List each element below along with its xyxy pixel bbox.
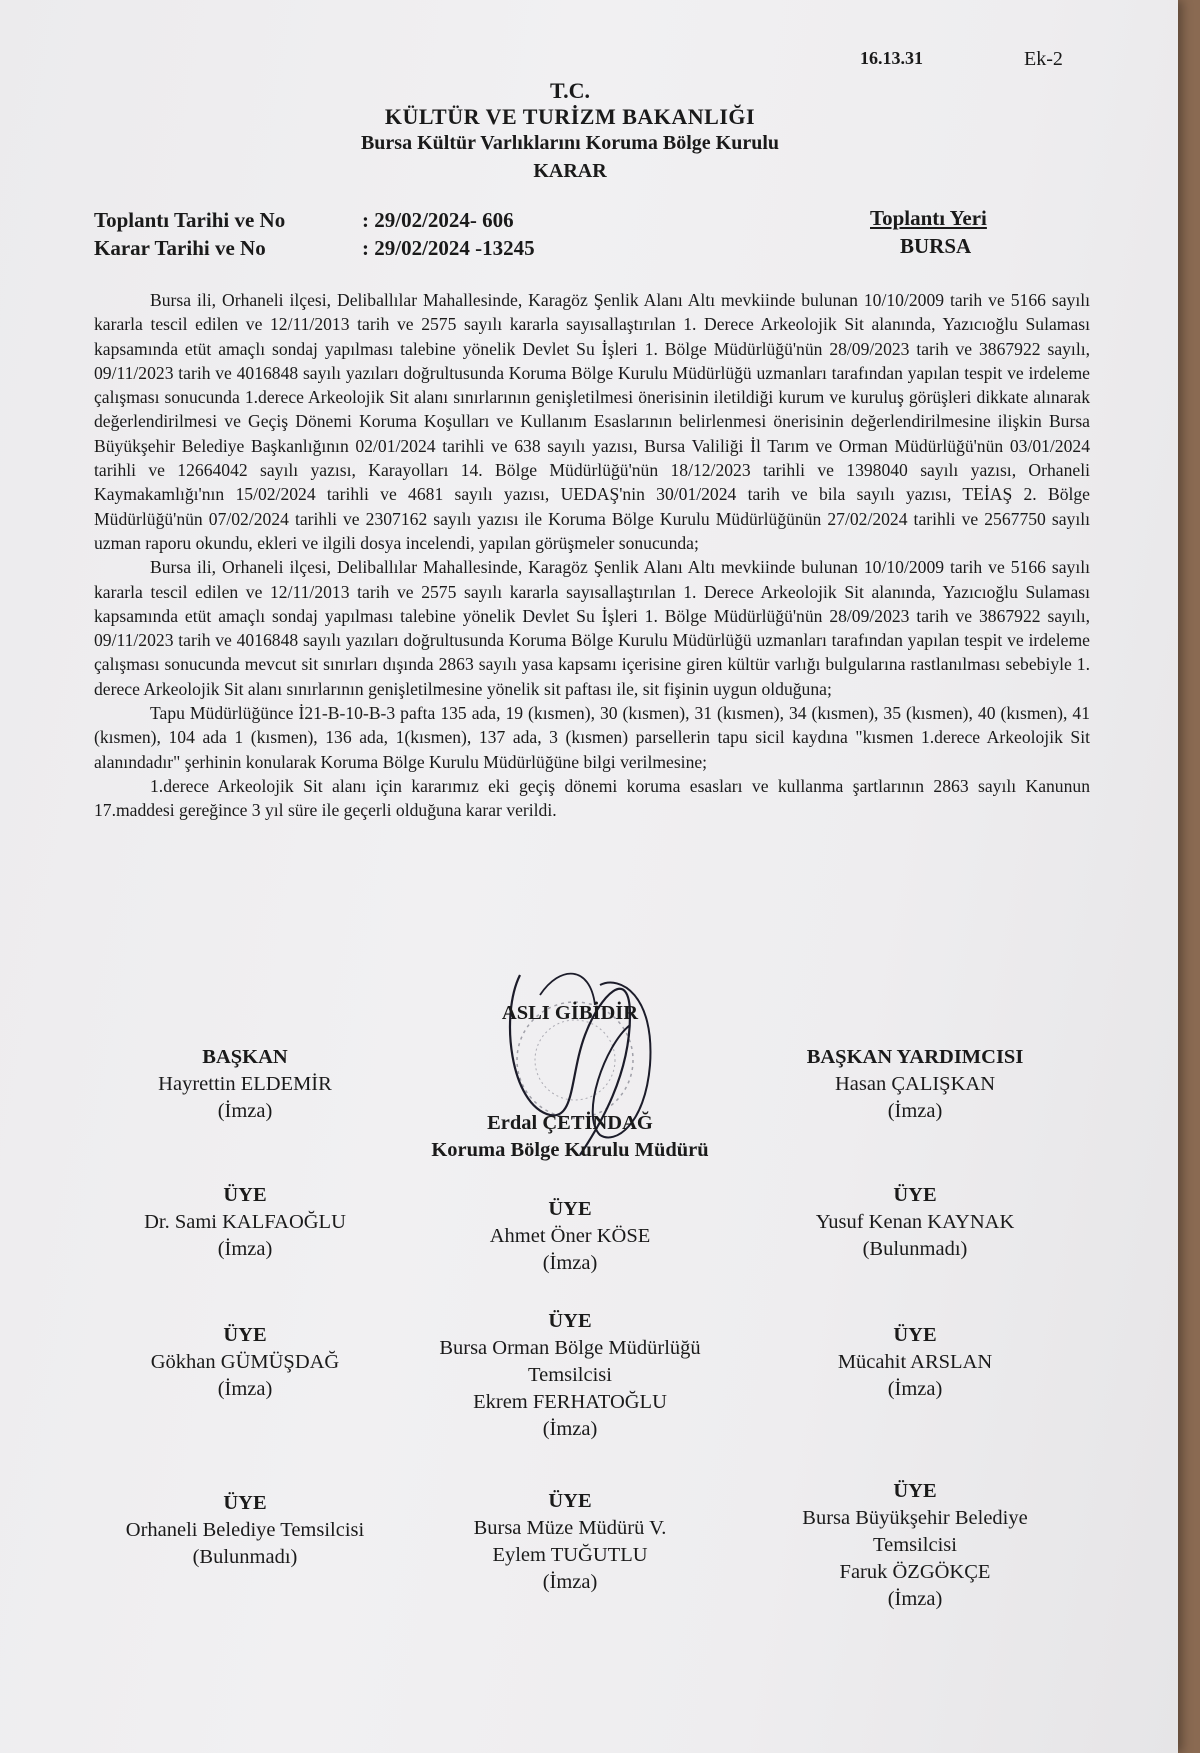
decision-body bbox=[94, 288, 1090, 823]
header-decision: KARAR bbox=[533, 160, 607, 182]
director-name: Erdal ÇETİNDAĞ bbox=[487, 1112, 653, 1134]
paragraph-4: 1.derece Arkeolojik Sit alanı için kararımız eki geçiş dönemi koruma esasları ve kullanma şartlarının 2863 sayılı Kanunun 17.maddesi gereğince 3 yıl süre ile geçerli olduğuna karar verildi. bbox=[94, 775, 1090, 821]
signatory-member: ÜYE Bursa Orman Bölge Müdürlüğü Temsilcisi Ekrem FERHATOĞLU (İmza) bbox=[439, 1310, 701, 1440]
director-title: Koruma Bölge Kurulu Müdürü bbox=[431, 1139, 709, 1161]
reference-code: 16.13.31 bbox=[860, 48, 923, 68]
decision-date-label: Karar Tarihi ve No bbox=[94, 236, 266, 260]
meeting-place-value: BURSA bbox=[900, 234, 972, 258]
signatory-vice-chair: BAŞKAN YARDIMCISI Hasan ÇALIŞKAN (İmza) bbox=[806, 1046, 1024, 1122]
signatory-member: ÜYE Bursa Büyükşehir Belediye Temsilcisi Faruk ÖZGÖKÇE (İmza) bbox=[802, 1480, 1028, 1610]
header-ministry: KÜLTÜR VE TURİZM BAKANLIĞI bbox=[384, 104, 756, 129]
meeting-date-value: : 29/02/2024- 606 bbox=[362, 208, 514, 232]
meeting-place-label: Toplantı Yeri bbox=[870, 206, 987, 230]
signatory-member: ÜYE Bursa Müze Müdürü V. Eylem TUĞUTLU (İmza) bbox=[473, 1490, 667, 1593]
annex-label: Ek-2 bbox=[1024, 48, 1063, 70]
signatory-member: ÜYE Orhaneli Belediye Temsilcisi (Bulunmadı) bbox=[125, 1492, 365, 1568]
paragraph-2: Bursa ili, Orhaneli ilçesi, Deliballılar Mahallesinde, Karagöz Şenlik Alanı Altı mevkiinde bulunan 10/10/2009 tarih ve 5166 sayılı kararla tescil edilen ve 12/11/2013 tarih ve 2575 sayılı kararla sayısallaştırılan 1. Derece Arkeolojik Sit alanında, Yazıcıoğlu Sulaması kapsamında etüt amaçlı sondaj yapılması talebine yönelik Devlet Su İşleri 1. Bölge Müdürlüğü'nün 28/09/2023 tarih ve 3867922 sayılı, 09/11/2023 tarih ve 4016848 sayılı yazıları doğrultusunda Koruma Bölge Kurulu Müdürlüğü uzmanları tarafından yapılan tespit ve irdeleme çalışması sonucunda mevcut sit sınırları dışında 2863 sayılı yasa kapsamı içerisine giren kültür varlığı bulgularına rastlanılması sebebiyle 1. derece Arkeolojik Sit alanı sınırlarının genişletilmesine yönelik sit paftası ile, sit fişinin uygun olduğuna; bbox=[94, 557, 1090, 699]
signatory-member: ÜYE Gökhan GÜMÜŞDAĞ (İmza) bbox=[150, 1324, 340, 1400]
paragraph-3: Tapu Müdürlüğünce İ21-B-10-B-3 pafta 135 ada, 19 (kısmen), 30 (kısmen), 31 (kısmen), 34 (kısmen), 35 (kısmen), 40 (kısmen), 41 (kısmen), 104 ada 1 (kısmen), 136 ada, 1(kısmen), 137 ada, 3 (kısmen) parsellerin tapu sicil kaydına "kısmen 1.derece Arkeolojik Sit alanındadır" şerhinin konularak Koruma Bölge Kurulu Müdürlüğüne bilgi verilmesine; bbox=[94, 703, 1090, 772]
signatory-member: ÜYE Ahmet Öner KÖSE (İmza) bbox=[489, 1198, 651, 1274]
paragraph-1: Bursa ili, Orhaneli ilçesi, Deliballılar Mahallesinde, Karagöz Şenlik Alanı Altı mevkiinde bulunan 10/10/2009 tarih ve 5166 sayılı kararla tescil edilen ve 12/11/2013 tarih ve 2575 sayılı kararla sayısallaştırılan 1. Derece Arkeolojik Sit alanında, Yazıcıoğlu Sulaması kapsamında etüt amaçlı sondaj yapılması talebine yönelik Devlet Su İşleri 1. Bölge Müdürlüğü'nün 28/09/2023 tarih ve 3867922 sayılı, 09/11/2023 tarih ve 4016848 sayılı yazıları doğrultusunda Koruma Bölge Kurulu Müdürlüğü uzmanları tarafından yapılan tespit ve irdeleme çalışması sonucunda 1.derece Arkeolojik Sit alanı sınırlarının genişletilmesi önerisinin iletildiği kurum ve kuruluş görüşleri dikkate alınarak değerlendirilmesi ve Geçiş Dönemi Koruma Koşulları ve Kullanım Esaslarının belirlenmesi önerisinin değerlendirilmesine ilişkin Bursa Büyükşehir Belediye Başkanlığının 02/01/2024 tarihli ve 638 sayılı yazısı, Bursa Valiliği İl Tarım ve Orman Müdürlüğü'nün 03/01/2024 tarihli ve 12664042 sayılı yazısı, Karayolları 14. Bölge Müdürlüğü'nün 18/12/2023 tarihli ve 1398040 sayılı yazısı, Orhaneli Kaymakamlığı'nın 15/02/2024 tarihli ve 4681 sayılı yazısı, UEDAŞ'nin 30/01/2024 tarih ve bila sayılı yazısı, TEİAŞ 2. Bölge Müdürlüğü'nün 07/02/2024 tarihli ve 2307162 sayılı yazısı ile Koruma Bölge Kurulu Müdürlüğünün 27/02/2024 tarihli ve 2567750 sayılı uzman raporu okundu, ekleri ve ilgili dosya incelendi, yapılan görüşmeler sonucunda; bbox=[94, 290, 1090, 553]
certified-label: ASLI GİBİDİR bbox=[501, 1002, 639, 1024]
header-board: Bursa Kültür Varlıklarını Koruma Bölge Kurulu bbox=[360, 132, 780, 154]
director-block bbox=[380, 1110, 760, 1164]
signatory-chair: BAŞKAN Hayrettin ELDEMİR (İmza) bbox=[158, 1046, 332, 1122]
meeting-date-label: Toplantı Tarihi ve No bbox=[94, 208, 286, 232]
signatory-member: ÜYE Yusuf Kenan KAYNAK (Bulunmadı) bbox=[815, 1184, 1015, 1260]
signatory-member: ÜYE Dr. Sami KALFAOĞLU (İmza) bbox=[144, 1184, 346, 1260]
signatory-member: ÜYE Mücahit ARSLAN (İmza) bbox=[837, 1324, 993, 1400]
certified-block bbox=[390, 1000, 750, 1027]
header-tc: T.C. bbox=[550, 78, 590, 103]
decision-date-value: : 29/02/2024 -13245 bbox=[362, 236, 535, 260]
